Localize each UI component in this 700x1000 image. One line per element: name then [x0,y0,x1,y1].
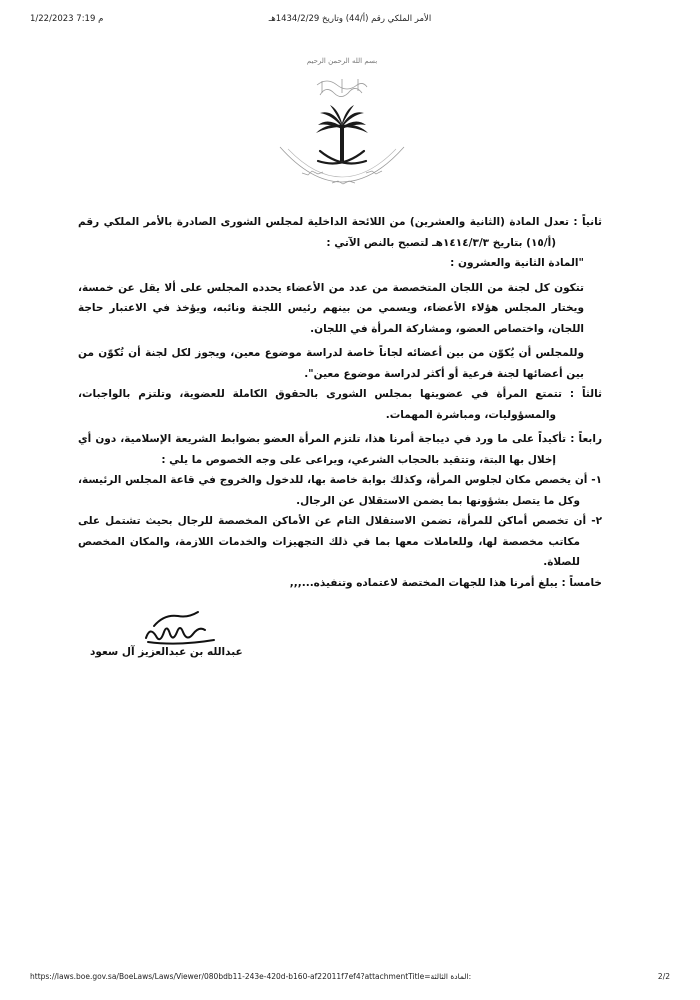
item-2-text: أن تخصص أماكن للمرأة، تضمن الاستقلال التام عن الأماكن المخصصة للرجال بحيث تشتمل على مكاتب مخصصة لها، وللعاملات معها بما في ذلك التجهيزات والخدمات اللازمة، والمكان المخصص للصلاة. [78,515,592,568]
basmala: بسم الله الرحمن الرحيم [306,57,378,65]
article-three [78,384,602,425]
article-four-label: رابعاً : [570,433,602,445]
article-five [78,573,602,594]
item-1-text: أن يخصص مكان لجلوس المرأة، وكذلك بوابة خاصة بها، للدخول والخروج في قاعة المجلس الرئيسة، وكل ما يتصل بشؤونها بما يضمن الاستقلال عن الرجال. [78,474,592,507]
print-header [30,14,670,28]
print-title: الأمر الملكي رقم (أ/44) وتاريخ 1434/2/29هـ [268,14,432,24]
page-url: https://laws.boe.gov.sa/BoeLaws/Laws/Viewer/080bdb11-243e-420d-b160-af22011f7ef4?attachmentTitle=المادة الثالثة: [30,972,472,981]
article-four-item-2 [78,511,602,573]
article-four [78,429,602,470]
emblem-icon [262,55,422,205]
handwritten-signature [140,608,230,648]
page-number: 2/2 [657,972,670,981]
print-datetime: 1/22/2023 7:19 م [30,14,104,24]
decree-body [78,212,602,593]
item-1-number: ١- [591,474,602,486]
article-five-label: خامساً : [561,576,602,589]
print-footer [30,972,670,986]
article-22-title: "المادة الثانية والعشرون : [450,257,584,269]
letterhead [262,55,422,205]
article-22-paragraph-1: تتكون كل لجنة من اللجان المتخصصة من عدد من الأعضاء يحدده المجلس على ألا يقل عن خمسة، ويختار المجلس هؤلاء الأعضاء، ويسمي من بينهم رئيس اللجنة ونائبه، ويؤخذ في الاعتبار حاجة اللجان، واختصاص العضو، ومشاركة المرأة في اللجان. [78,281,584,335]
item-2-number: ٢- [591,515,602,527]
article-two [78,212,602,253]
article-four-item-1 [78,470,602,511]
article-five-text: يبلغ أمرنا هذا للجهات المختصة لاعتماده وتنفيذه...,,, [289,576,562,589]
article-22-paragraph-2: وللمجلس أن يُكوّن من بين أعضائه لجاناً خاصة لدراسة موضوع معين، ويجوز لكل لجنة أن تُكوّن من بين أعضائها لجنة فرعية أو أكثر لدراسة موضوع معين". [78,347,584,380]
article-two-text: تعدل المادة (الثانية والعشرين) من اللائحة الداخلية لمجلس الشورى الصادرة بالأمر الملكي رقم (أ/١٥) بتاريخ ١٤١٤/٣/٣هـ لتصبح بالنص الآتي : [78,216,574,249]
article-three-text: تتمتع المرأة في عضويتها بمجلس الشورى بالحقوق الكاملة للعضوية، وتلتزم بالواجبات، والمسؤوليات، ومباشرة المهمات. [78,388,570,421]
article-three-label: ثالثاً : [569,388,602,400]
article-two-label: ثانياً : [573,216,603,228]
signer-name: عبدالله بن عبدالعزيز آل سعود [90,646,243,658]
article-four-text: تأكيداً على ما ورد في ديباجة أمرنا هذا، تلتزم المرأة العضو بضوابط الشريعة الإسلامية، دون أي إخلال بها البتة، وتتقيد بالحجاب الشرعي، ويراعى على وجه الخصوص ما يلي : [78,433,571,466]
